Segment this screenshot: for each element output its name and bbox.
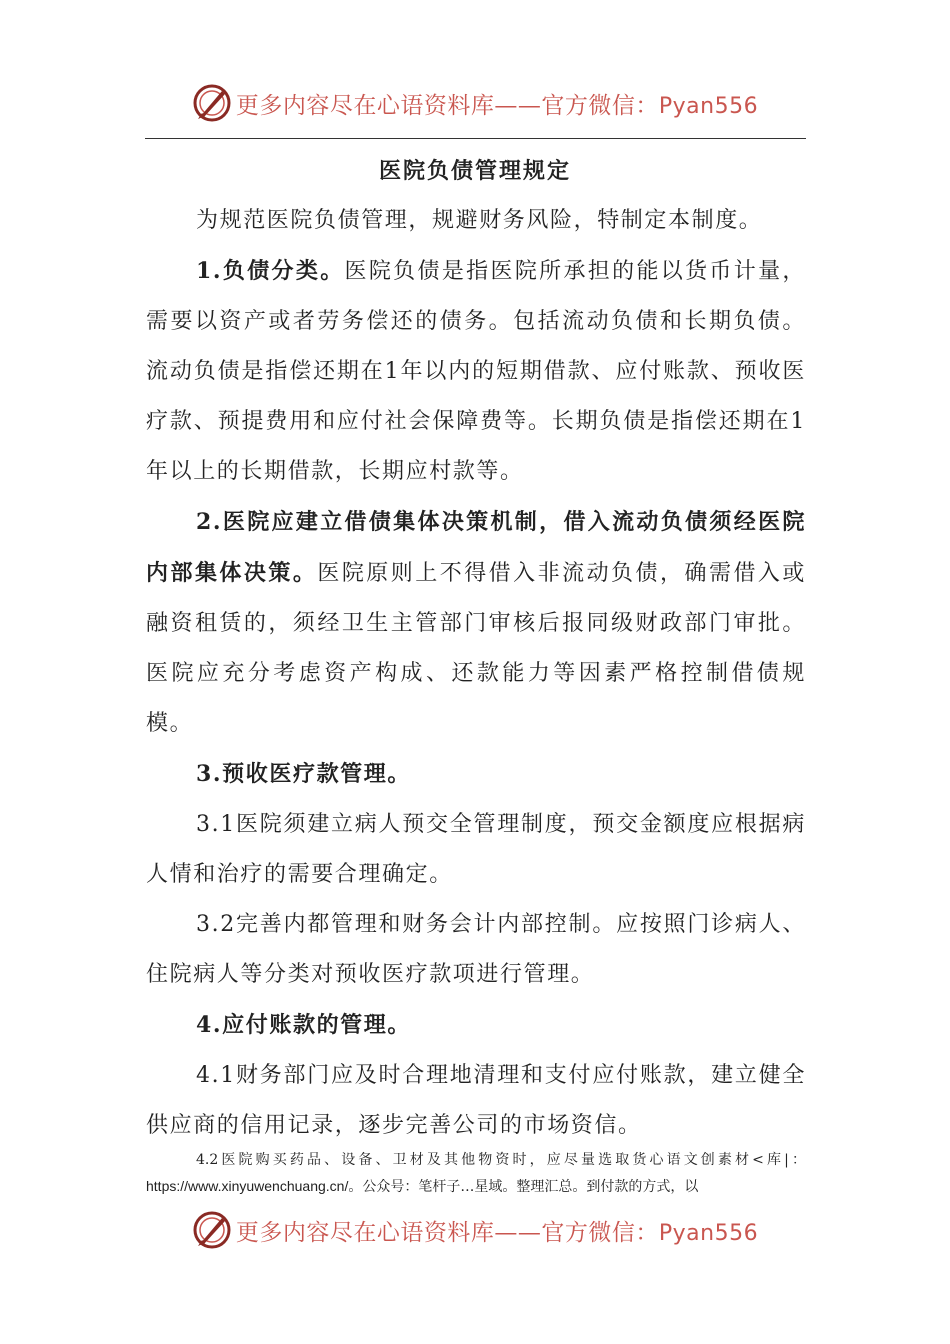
banner-text: 更多内容尽在心语资料库——官方微信：Pyan556 bbox=[235, 1219, 759, 1246]
section-2-paragraph bbox=[146, 497, 806, 749]
section-3-1-paragraph: 3.1医院须建立病人预交全管理制度，预交金额度应根据病人情和治疗的需要合理确定。 bbox=[146, 812, 806, 887]
intro-paragraph: 为规范医院负债管理，规避财务风险，特制定本制度。 bbox=[196, 208, 763, 233]
section-2-body: 医院原则上不得借入非流动负债，确需借入或融资租赁的，须经卫生主管部门审核后报同级财政部门审批。医院应充分考虑资产构成、还款能力等因素严格控制借债规模。 bbox=[146, 561, 806, 736]
section-1-body: 医院负债是指医院所承担的能以货币计量，需要以资产或者劳务偿还的债务。包括流动负债和长期负债。流动负债是指偿还期在1年以内的短期借款、应付账款、预收医疗款、预提费用和应付社会保障费等。长期负债是指偿还期在1年以上的长期借款，长期应村款等。 bbox=[146, 259, 806, 484]
section-4-2-paragraph: 4.2医院购买药品、设备、卫材及其他物资时，应尽量选取货心语文创素材<库|：https://www.xinyuwenchuang.cn/。公众号：笔杆子…星域。整理汇总。到付款的方式，以 bbox=[146, 1152, 806, 1195]
wechat-id: Pyan556 bbox=[658, 93, 759, 119]
section-1-heading: 1.负债分类。 bbox=[196, 258, 345, 284]
quill-pen-logo-icon bbox=[192, 83, 232, 123]
section-3-2-paragraph: 3.2完善内都管理和财务会计内部控制。应按照门诊病人、住院病人等分类对预收医疗款项进行管理。 bbox=[146, 912, 806, 987]
section-1-paragraph bbox=[146, 246, 806, 497]
document-body bbox=[146, 196, 806, 1200]
source-url: https://www.xinyuwenchuang.cn/ bbox=[146, 1178, 349, 1194]
section-4-heading: 4.应付账款的管理。 bbox=[196, 1012, 411, 1038]
header-banner bbox=[0, 78, 950, 128]
section-3-heading: 3.预收医疗款管理。 bbox=[196, 761, 411, 787]
section-4-paragraph bbox=[146, 1000, 806, 1051]
quill-pen-logo-icon bbox=[192, 1210, 232, 1250]
banner-text: 更多内容尽在心语资料库——官方微信：Pyan556 bbox=[235, 92, 759, 119]
section-2-heading: 2.医院应建立借债集体决策机制，借入流动负债须经医院内部集体决策。 bbox=[146, 509, 806, 586]
header-divider bbox=[145, 138, 806, 139]
section-4-1-paragraph: 4.1财务部门应及时合理地清理和支付应付账款，建立健全供应商的信用记录，逐步完善公司的市场资信。 bbox=[146, 1063, 806, 1138]
footer-banner bbox=[0, 1205, 950, 1255]
section-3-paragraph bbox=[146, 749, 806, 800]
document-title: 医院负债管理规定 bbox=[378, 158, 571, 184]
wechat-id: Pyan556 bbox=[658, 1220, 759, 1246]
